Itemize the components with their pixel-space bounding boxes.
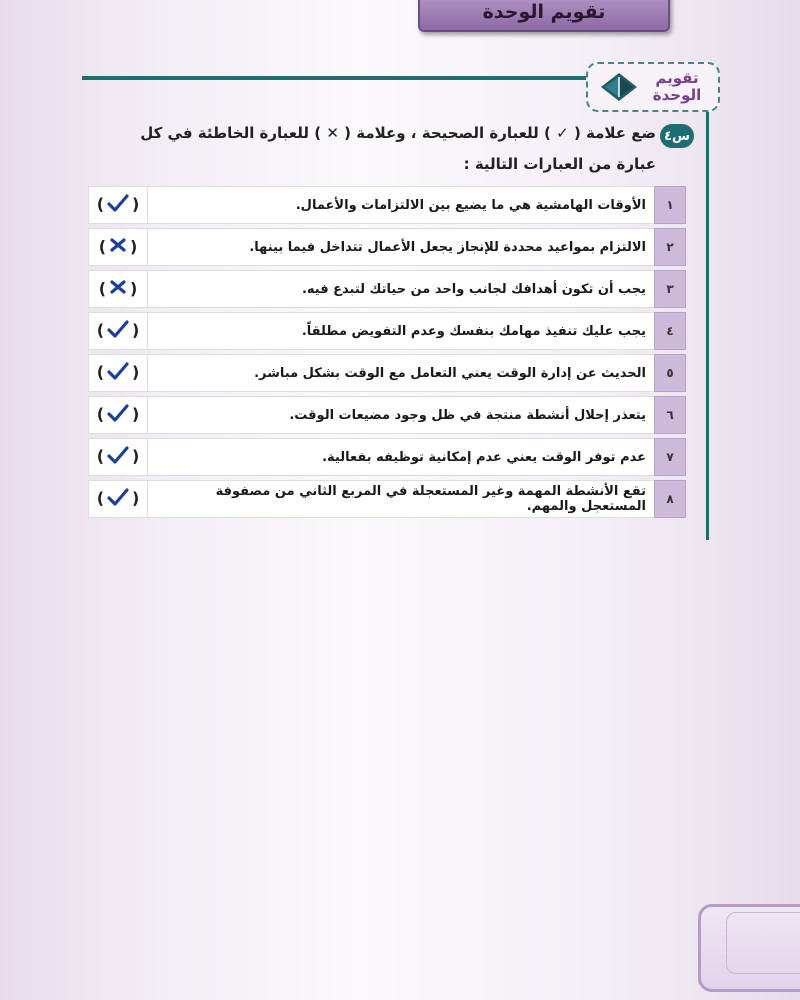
table-row: [88, 270, 686, 308]
open-paren: (: [132, 320, 140, 340]
close-paren: ): [98, 236, 106, 256]
answer-cell: [88, 438, 148, 476]
answer-cell: [88, 186, 148, 224]
statement-text: الأوقات الهامشية هي ما يضيع بين الالتزامات والأعمال.: [148, 186, 654, 224]
header-divider: [82, 76, 590, 80]
table-row: [88, 480, 686, 518]
badge-line-2: الوحدة: [652, 86, 702, 104]
book-icon: [596, 64, 642, 110]
close-paren: ): [96, 194, 104, 214]
row-number: ٢: [654, 228, 686, 266]
row-number: ٨: [654, 480, 686, 518]
check-icon: ✓: [556, 124, 569, 142]
open-paren: (: [132, 488, 140, 508]
answer-cell: [88, 480, 148, 518]
statements-table: [88, 182, 686, 522]
row-number: ١: [654, 186, 686, 224]
open-paren: (: [132, 362, 140, 382]
close-paren: ): [98, 278, 106, 298]
answer-cell: [88, 228, 148, 266]
answer-cell: [88, 312, 148, 350]
table-row: [88, 312, 686, 350]
question-number: س٤: [660, 124, 694, 148]
row-number: ٧: [654, 438, 686, 476]
check-icon: [107, 446, 129, 468]
table-row: [88, 354, 686, 392]
statement-text: الالتزام بمواعيد محددة للإنجاز يجعل الأعمال تتداخل فيما بينها.: [148, 228, 654, 266]
badge-text: [642, 70, 712, 104]
row-number: ٣: [654, 270, 686, 308]
row-number: ٥: [654, 354, 686, 392]
open-paren: (: [132, 446, 140, 466]
cross-icon: [109, 279, 127, 299]
open-paren: (: [130, 278, 138, 298]
check-icon: [107, 404, 129, 426]
check-icon: [107, 320, 129, 342]
statement-text: عدم توفر الوقت يعني عدم إمكانية توظيفه بفعالية.: [148, 438, 654, 476]
instruction-part-1: ضع علامة (: [573, 124, 656, 142]
close-paren: ): [96, 488, 104, 508]
badge-line-1: تقويم: [655, 69, 699, 87]
close-paren: ): [96, 446, 104, 466]
unit-title-tab: [418, 0, 670, 32]
check-icon: [107, 194, 129, 216]
close-paren: ): [96, 404, 104, 424]
row-number: ٦: [654, 396, 686, 434]
page-corner-inner: [726, 912, 800, 974]
statement-text: يجب أن تكون أهدافك لجانب واحد من حياتك لتبدع فيه.: [148, 270, 654, 308]
table-row: [88, 228, 686, 266]
section-vertical-line: [706, 104, 709, 540]
statement-text: يتعذر إحلال أنشطة منتجة في ظل وجود مضيعات الوقت.: [148, 396, 654, 434]
table-row: [88, 186, 686, 224]
instruction-part-3: ) للعبارة الخاطئة في كل عبارة من العبارات التالية :: [140, 124, 656, 173]
close-paren: ): [96, 362, 104, 382]
answer-cell: [88, 354, 148, 392]
question-instruction: [100, 118, 656, 180]
open-paren: (: [132, 404, 140, 424]
statement-text: الحديث عن إدارة الوقت يعني التعامل مع الوقت بشكل مباشر.: [148, 354, 654, 392]
open-paren: (: [132, 194, 140, 214]
unit-title: تقويم الوحدة: [482, 1, 606, 23]
open-paren: (: [130, 236, 138, 256]
close-paren: ): [96, 320, 104, 340]
cross-icon: [109, 237, 127, 257]
row-number: ٤: [654, 312, 686, 350]
instruction-part-2: ) للعبارة الصحيحة ، وعلامة (: [344, 124, 551, 142]
check-icon: [107, 362, 129, 384]
cross-icon: ✕: [326, 124, 339, 142]
table-row: [88, 396, 686, 434]
unit-evaluation-badge: [586, 62, 720, 112]
statement-text: تقع الأنشطة المهمة وغير المستعجلة في المربع الثاني من مصفوفة المستعجل والمهم.: [148, 480, 654, 518]
statement-text: يجب عليك تنفيذ مهامك بنفسك وعدم التفويض مطلقاً.: [148, 312, 654, 350]
table-row: [88, 438, 686, 476]
answer-cell: [88, 270, 148, 308]
answer-cell: [88, 396, 148, 434]
check-icon: [107, 488, 129, 510]
